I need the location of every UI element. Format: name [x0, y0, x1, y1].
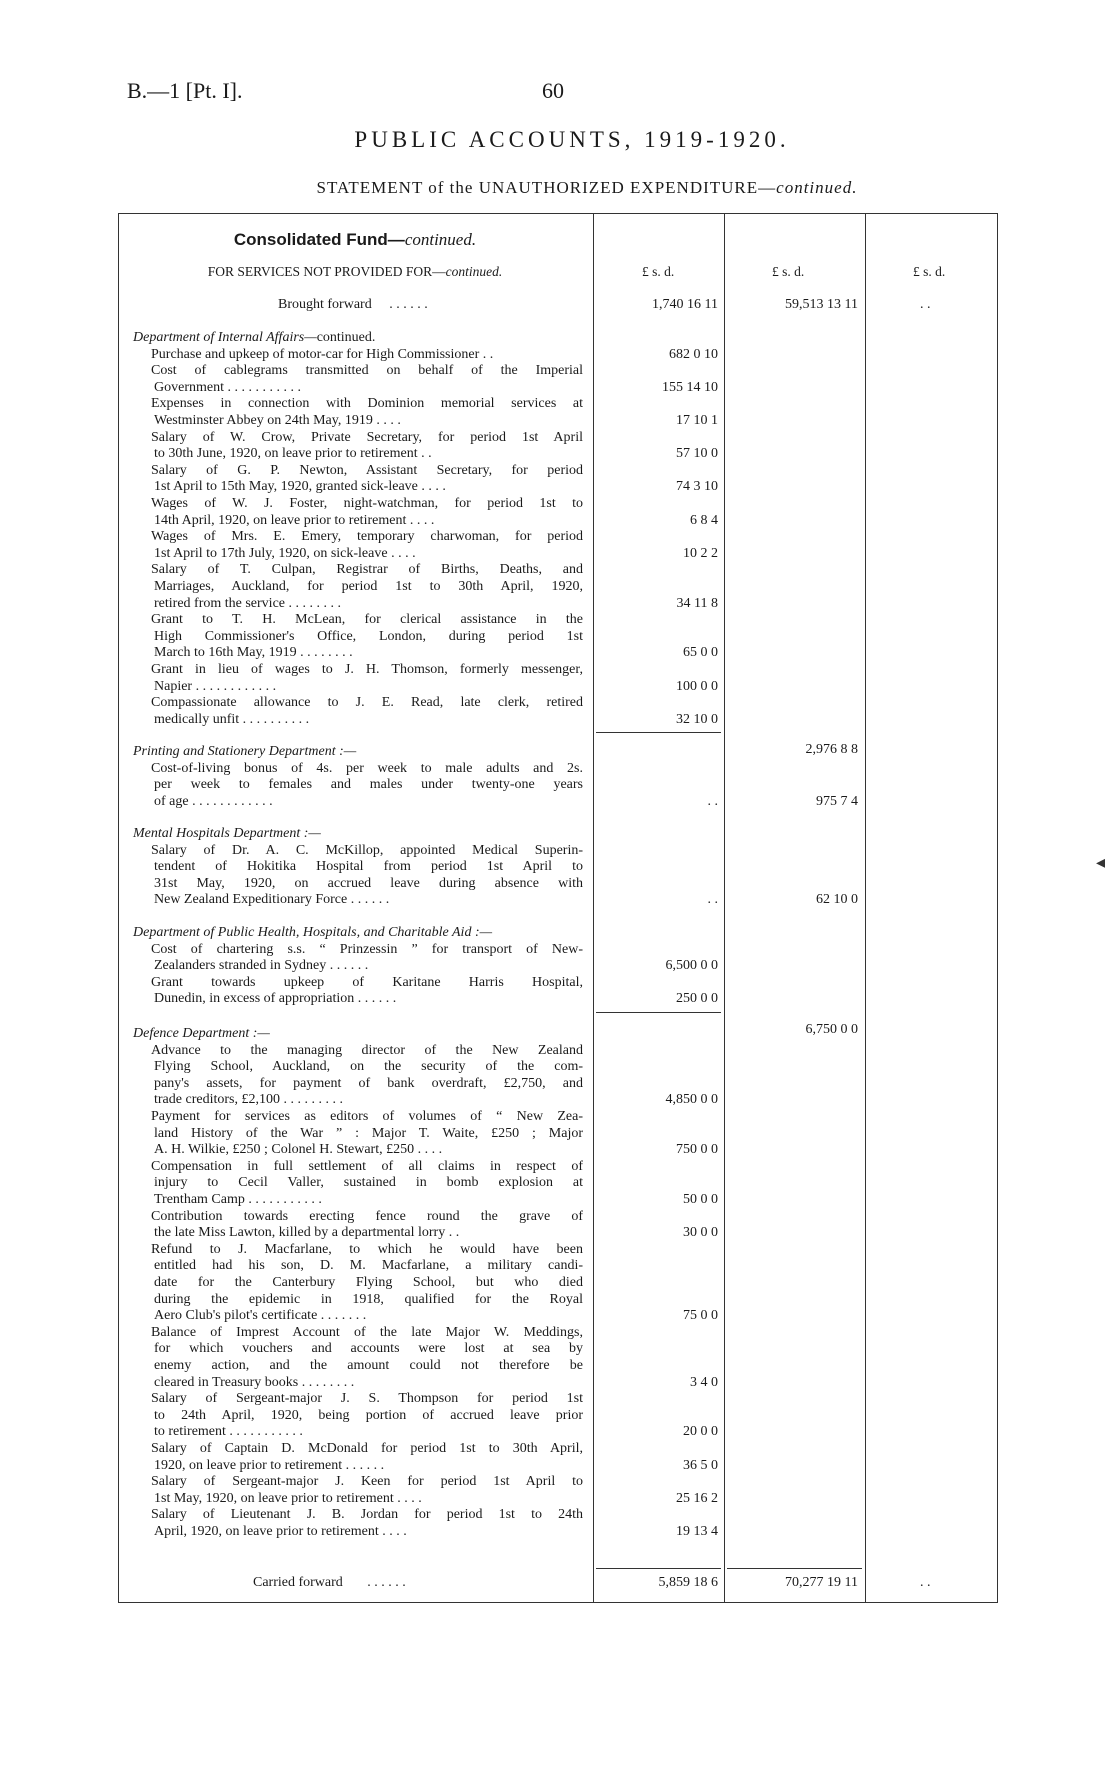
column-header-2: £ s. d. [772, 264, 805, 279]
internal-affairs-amount: 74 3 10 [676, 479, 718, 495]
internal-affairs-item [138, 662, 583, 695]
brought-forward-col1: 1,740 16 11 [652, 297, 718, 312]
internal-affairs-item-line: Government . . . . . . . . . . . [154, 379, 301, 395]
internal-affairs-subtotal: 2,976 8 8 [805, 742, 858, 758]
defence-item-line: Refund to J. Macfarlane, to which he would have been [151, 1241, 583, 1257]
internal-affairs-amount: 682 0 10 [669, 346, 718, 362]
defence-item-line: to retirement . . . . . . . . . . . [154, 1424, 303, 1440]
internal-affairs-item-line: Westminster Abbey on 24th May, 1919 . . . . [154, 412, 401, 428]
printing-item-line: per week to females and males under twenty-one years [154, 777, 583, 793]
defence-item [138, 1474, 583, 1507]
defence-item [138, 1043, 583, 1109]
defence-item-line: 1920, on leave prior to retirement . . . . . . [154, 1457, 385, 1473]
defence-item-line: Salary of Lieutenant J. B. Jordan for period 1st to 24th [151, 1507, 583, 1523]
defence-item-line: pany's assets, for payment of bank overdraft, £2,750, and [154, 1075, 583, 1091]
internal-affairs-item-line: retired from the service . . . . . . . . [154, 595, 341, 611]
document-reference: B.—1 [Pt. I]. [127, 78, 243, 103]
defence-item-line: Contribution towards erecting fence round the grave of [151, 1208, 583, 1224]
public-health-item-line: Dunedin, in excess of appropriation . . . . . . [154, 991, 397, 1007]
defence-item [138, 1242, 583, 1325]
defence-item [138, 1391, 583, 1441]
internal-affairs-amount: 32 10 0 [676, 711, 718, 727]
internal-affairs-item-line: 1st April to 15th May, 1920, granted sick-leave . . . . [154, 479, 446, 495]
brought-forward-col2: 59,513 13 11 [785, 297, 858, 312]
internal-affairs-item-line: 1st April to 17th July, 1920, on sick-leave . . . . [154, 545, 416, 561]
internal-affairs-item-line: Napier . . . . . . . . . . . . [154, 678, 277, 694]
table-bottom-rule [118, 1602, 998, 1603]
defence-item-line: Balance of Imprest Account of the late Major W. Meddings, [151, 1324, 583, 1340]
public-health-subtotal: 6,750 0 0 [805, 1022, 858, 1037]
defence-item [138, 1159, 583, 1209]
margin-arrow-mark: ◂ [1096, 852, 1106, 872]
column-divider-3 [865, 213, 866, 1602]
dept-public-health-heading: Department of Public Health, Hospitals, and Charitable Aid :— [133, 925, 493, 940]
internal-affairs-item-line: Salary of W. Crow, Private Secretary, for period 1st April [151, 429, 583, 445]
internal-affairs-item [138, 562, 583, 612]
mental-hospitals-item [138, 843, 583, 909]
column-header-3: £ s. d. [913, 264, 946, 279]
defence-item-line: A. H. Wilkie, £250 ; Colonel H. Stewart, £250 . . . . [154, 1142, 443, 1158]
defence-item-line: entitled had his son, D. M. Macfarlane, a military candi- [154, 1258, 583, 1274]
internal-affairs-item-line: to 30th June, 1920, on leave prior to retirement . . [154, 446, 432, 462]
fund-title: Consolidated Fund—continued. [233, 230, 477, 249]
internal-affairs-item [138, 430, 583, 463]
defence-item [138, 1325, 583, 1391]
printing-item-line: of age . . . . . . . . . . . . [154, 793, 273, 809]
mental-hospitals-item-line: New Zealand Expeditionary Force . . . . . . [154, 892, 390, 908]
defence-item-line: enemy action, and the amount could not therefore be [154, 1357, 583, 1373]
defence-amount: 20 0 0 [683, 1424, 718, 1440]
internal-affairs-item-line: Expenses in connection with Dominion memorial services at [151, 396, 583, 412]
col2-total-rule [727, 1568, 862, 1569]
carried-forward-col3: . . [920, 1575, 931, 1590]
internal-affairs-amount: 65 0 0 [683, 645, 718, 661]
defence-amount: 75 0 0 [683, 1308, 718, 1324]
internal-affairs-item [138, 363, 583, 396]
mental-hospitals-item-line: 31st May, 1920, on accrued leave during absence with [154, 875, 583, 891]
internal-affairs-item-line: March to 16th May, 1919 . . . . . . . . [154, 645, 353, 661]
printing-amount: 975 7 4 [816, 793, 858, 809]
carried-forward-col2: 70,277 19 11 [785, 1575, 858, 1590]
internal-affairs-item [138, 612, 583, 662]
internal-affairs-item-line: Cost of cablegrams transmitted on behalf of the Imperial [151, 363, 583, 379]
col1-total-rule [596, 1568, 721, 1569]
internal-affairs-item-line: Grant in lieu of wages to J. H. Thomson, formerly messenger, [151, 662, 583, 677]
dept-defence-heading: Defence Department :— [133, 1026, 270, 1041]
internal-affairs-amount: 34 11 8 [676, 595, 718, 611]
internal-affairs-item [138, 529, 583, 562]
defence-item [138, 1109, 583, 1159]
public-health-amount: 6,500 0 0 [665, 958, 718, 974]
internal-affairs-amount: 6 8 4 [690, 512, 718, 528]
mental-hospitals-amount: 62 10 0 [816, 892, 858, 908]
internal-affairs-subtotal-rule [596, 732, 721, 733]
defence-item-line: to 24th April, 1920, being portion of accrued leave prior [154, 1407, 583, 1423]
defence-amount: 19 13 4 [676, 1524, 718, 1539]
defence-amount: 4,850 0 0 [665, 1092, 718, 1108]
defence-item-line: date for the Canterbury Flying School, but who died [154, 1274, 583, 1290]
internal-affairs-amount: 155 14 10 [662, 379, 718, 395]
internal-affairs-amount: 10 2 2 [683, 545, 718, 561]
mental-hospitals-item-line: tendent of Hokitika Hospital from period 1st April to [154, 859, 583, 875]
page-number: 60 [542, 78, 564, 103]
internal-affairs-item [138, 496, 583, 529]
public-health-subtotal-rule [596, 1012, 721, 1013]
internal-affairs-item-line: Purchase and upkeep of motor-car for High Commissioner . . [151, 346, 494, 362]
defence-item-line: April, 1920, on leave prior to retirement . . . . [154, 1523, 407, 1539]
defence-item-line: Flying School, Auckland, on the security of the com- [154, 1059, 583, 1075]
internal-affairs-item-line: Compassionate allowance to J. E. Read, late clerk, retired [151, 695, 583, 711]
column-divider-1 [593, 213, 594, 1602]
public-health-item [138, 942, 583, 975]
internal-affairs-amount: 17 10 1 [676, 413, 718, 428]
internal-affairs-item-line: Salary of T. Culpan, Registrar of Births, Deaths, and [151, 562, 583, 578]
defence-item-line: 1st May, 1920, on leave prior to retirement . . . . [154, 1490, 422, 1506]
defence-item-line: Compensation in full settlement of all claims in respect of [151, 1158, 583, 1174]
defence-item [138, 1441, 583, 1474]
defence-amount: 36 5 0 [683, 1457, 718, 1473]
defence-item-line: Payment for services as editors of volumes of “ New Zea- [151, 1109, 583, 1124]
page-subtitle: STATEMENT of the UNAUTHORIZED EXPENDITURE—continued. [316, 178, 858, 197]
defence-item-line: Advance to the managing director of the New Zealand [151, 1042, 583, 1058]
public-health-amount: 250 0 0 [676, 991, 718, 1007]
defence-item [138, 1209, 583, 1242]
defence-item-line: cleared in Treasury books . . . . . . . . [154, 1374, 355, 1390]
printing-item-line: Cost-of-living bonus of 4s. per week to male adults and 2s. [151, 760, 583, 776]
internal-affairs-item-line: medically unfit . . . . . . . . . . [154, 711, 310, 727]
mental-hospitals-col1: . . [707, 892, 718, 908]
column-divider-2 [724, 213, 725, 1602]
section-heading: FOR SERVICES NOT PROVIDED FOR—continued. [207, 264, 503, 279]
internal-affairs-amount: 100 0 0 [676, 678, 718, 694]
internal-affairs-item-line: Marriages, Auckland, for period 1st to 30th April, 1920, [154, 578, 583, 594]
column-header-1: £ s. d. [642, 264, 675, 279]
internal-affairs-item-line: Salary of G. P. Newton, Assistant Secretary, for period [151, 462, 583, 478]
defence-amount: 50 0 0 [683, 1192, 718, 1207]
defence-amount: 3 4 0 [690, 1374, 718, 1390]
carried-forward-label: Carried forward . . . . . . [253, 1575, 406, 1590]
defence-item-line: land History of the War ” : Major T. Waite, £250 ; Major [154, 1125, 583, 1141]
defence-item-line: Salary of Sergeant-major J. S. Thompson for period 1st [151, 1391, 583, 1407]
carried-forward-col1: 5,859 18 6 [658, 1575, 718, 1590]
defence-item-line: Salary of Sergeant-major J. Keen for period 1st April to [151, 1474, 583, 1490]
printing-item [138, 761, 583, 811]
internal-affairs-amount: 57 10 0 [676, 446, 718, 462]
internal-affairs-item [138, 463, 583, 496]
defence-item-line: the late Miss Lawton, killed by a departmental lorry . . [154, 1225, 460, 1241]
defence-item-line: trade creditors, £2,100 . . . . . . . . . [154, 1092, 343, 1108]
public-health-item-line: Grant towards upkeep of Karitane Harris Hospital, [151, 974, 583, 990]
table-left-border [118, 213, 119, 1602]
defence-amount: 25 16 2 [676, 1490, 718, 1506]
public-health-item-line: Cost of chartering s.s. “ Prinzessin ” for transport of New- [151, 941, 583, 957]
internal-affairs-item-line: High Commissioner's Office, London, during period 1st [154, 628, 583, 644]
mental-hospitals-item-line: Salary of Dr. A. C. McKillop, appointed Medical Superin- [151, 842, 583, 858]
page-title: PUBLIC ACCOUNTS, 1919-1920. [354, 127, 790, 152]
table-top-rule [118, 213, 998, 214]
defence-item [138, 1507, 583, 1540]
dept-printing-heading: Printing and Stationery Department :— [133, 744, 357, 759]
defence-item-line: during the epidemic in 1918, qualified for the Royal [154, 1291, 583, 1307]
defence-amount: 30 0 0 [683, 1225, 718, 1241]
defence-item-line: Trentham Camp . . . . . . . . . . . [154, 1191, 322, 1207]
internal-affairs-item [138, 695, 583, 728]
brought-forward-label: Brought forward . . . . . . [278, 297, 428, 312]
internal-affairs-item-line: Wages of W. J. Foster, night-watchman, for period 1st to [151, 496, 583, 511]
public-health-item-line: Zealanders stranded in Sydney . . . . . . [154, 958, 369, 974]
public-health-item [138, 975, 583, 1008]
dept-mental-hospitals-heading: Mental Hospitals Department :— [133, 826, 321, 841]
internal-affairs-item [138, 347, 583, 364]
dept-internal-affairs-heading: Department of Internal Affairs—continued. [133, 330, 376, 345]
internal-affairs-item-line: 14th April, 1920, on leave prior to retirement . . . . [154, 512, 435, 528]
defence-item-line: for which vouchers and accounts were lost at sea by [154, 1341, 583, 1357]
defence-item-line: Aero Club's pilot's certificate . . . . . . . [154, 1308, 367, 1324]
defence-item-line: Salary of Captain D. McDonald for period 1st to 30th April, [151, 1441, 583, 1456]
internal-affairs-item-line: Grant to T. H. McLean, for clerical assistance in the [151, 612, 583, 628]
internal-affairs-item-line: Wages of Mrs. E. Emery, temporary charwoman, for period [151, 529, 583, 545]
defence-item-line: injury to Cecil Valler, sustained in bomb explosion at [154, 1175, 583, 1191]
internal-affairs-item [138, 396, 583, 429]
printing-col1: . . [707, 793, 718, 809]
brought-forward-col3: . . [920, 297, 931, 312]
table-right-border [997, 213, 998, 1602]
defence-amount: 750 0 0 [676, 1142, 718, 1158]
